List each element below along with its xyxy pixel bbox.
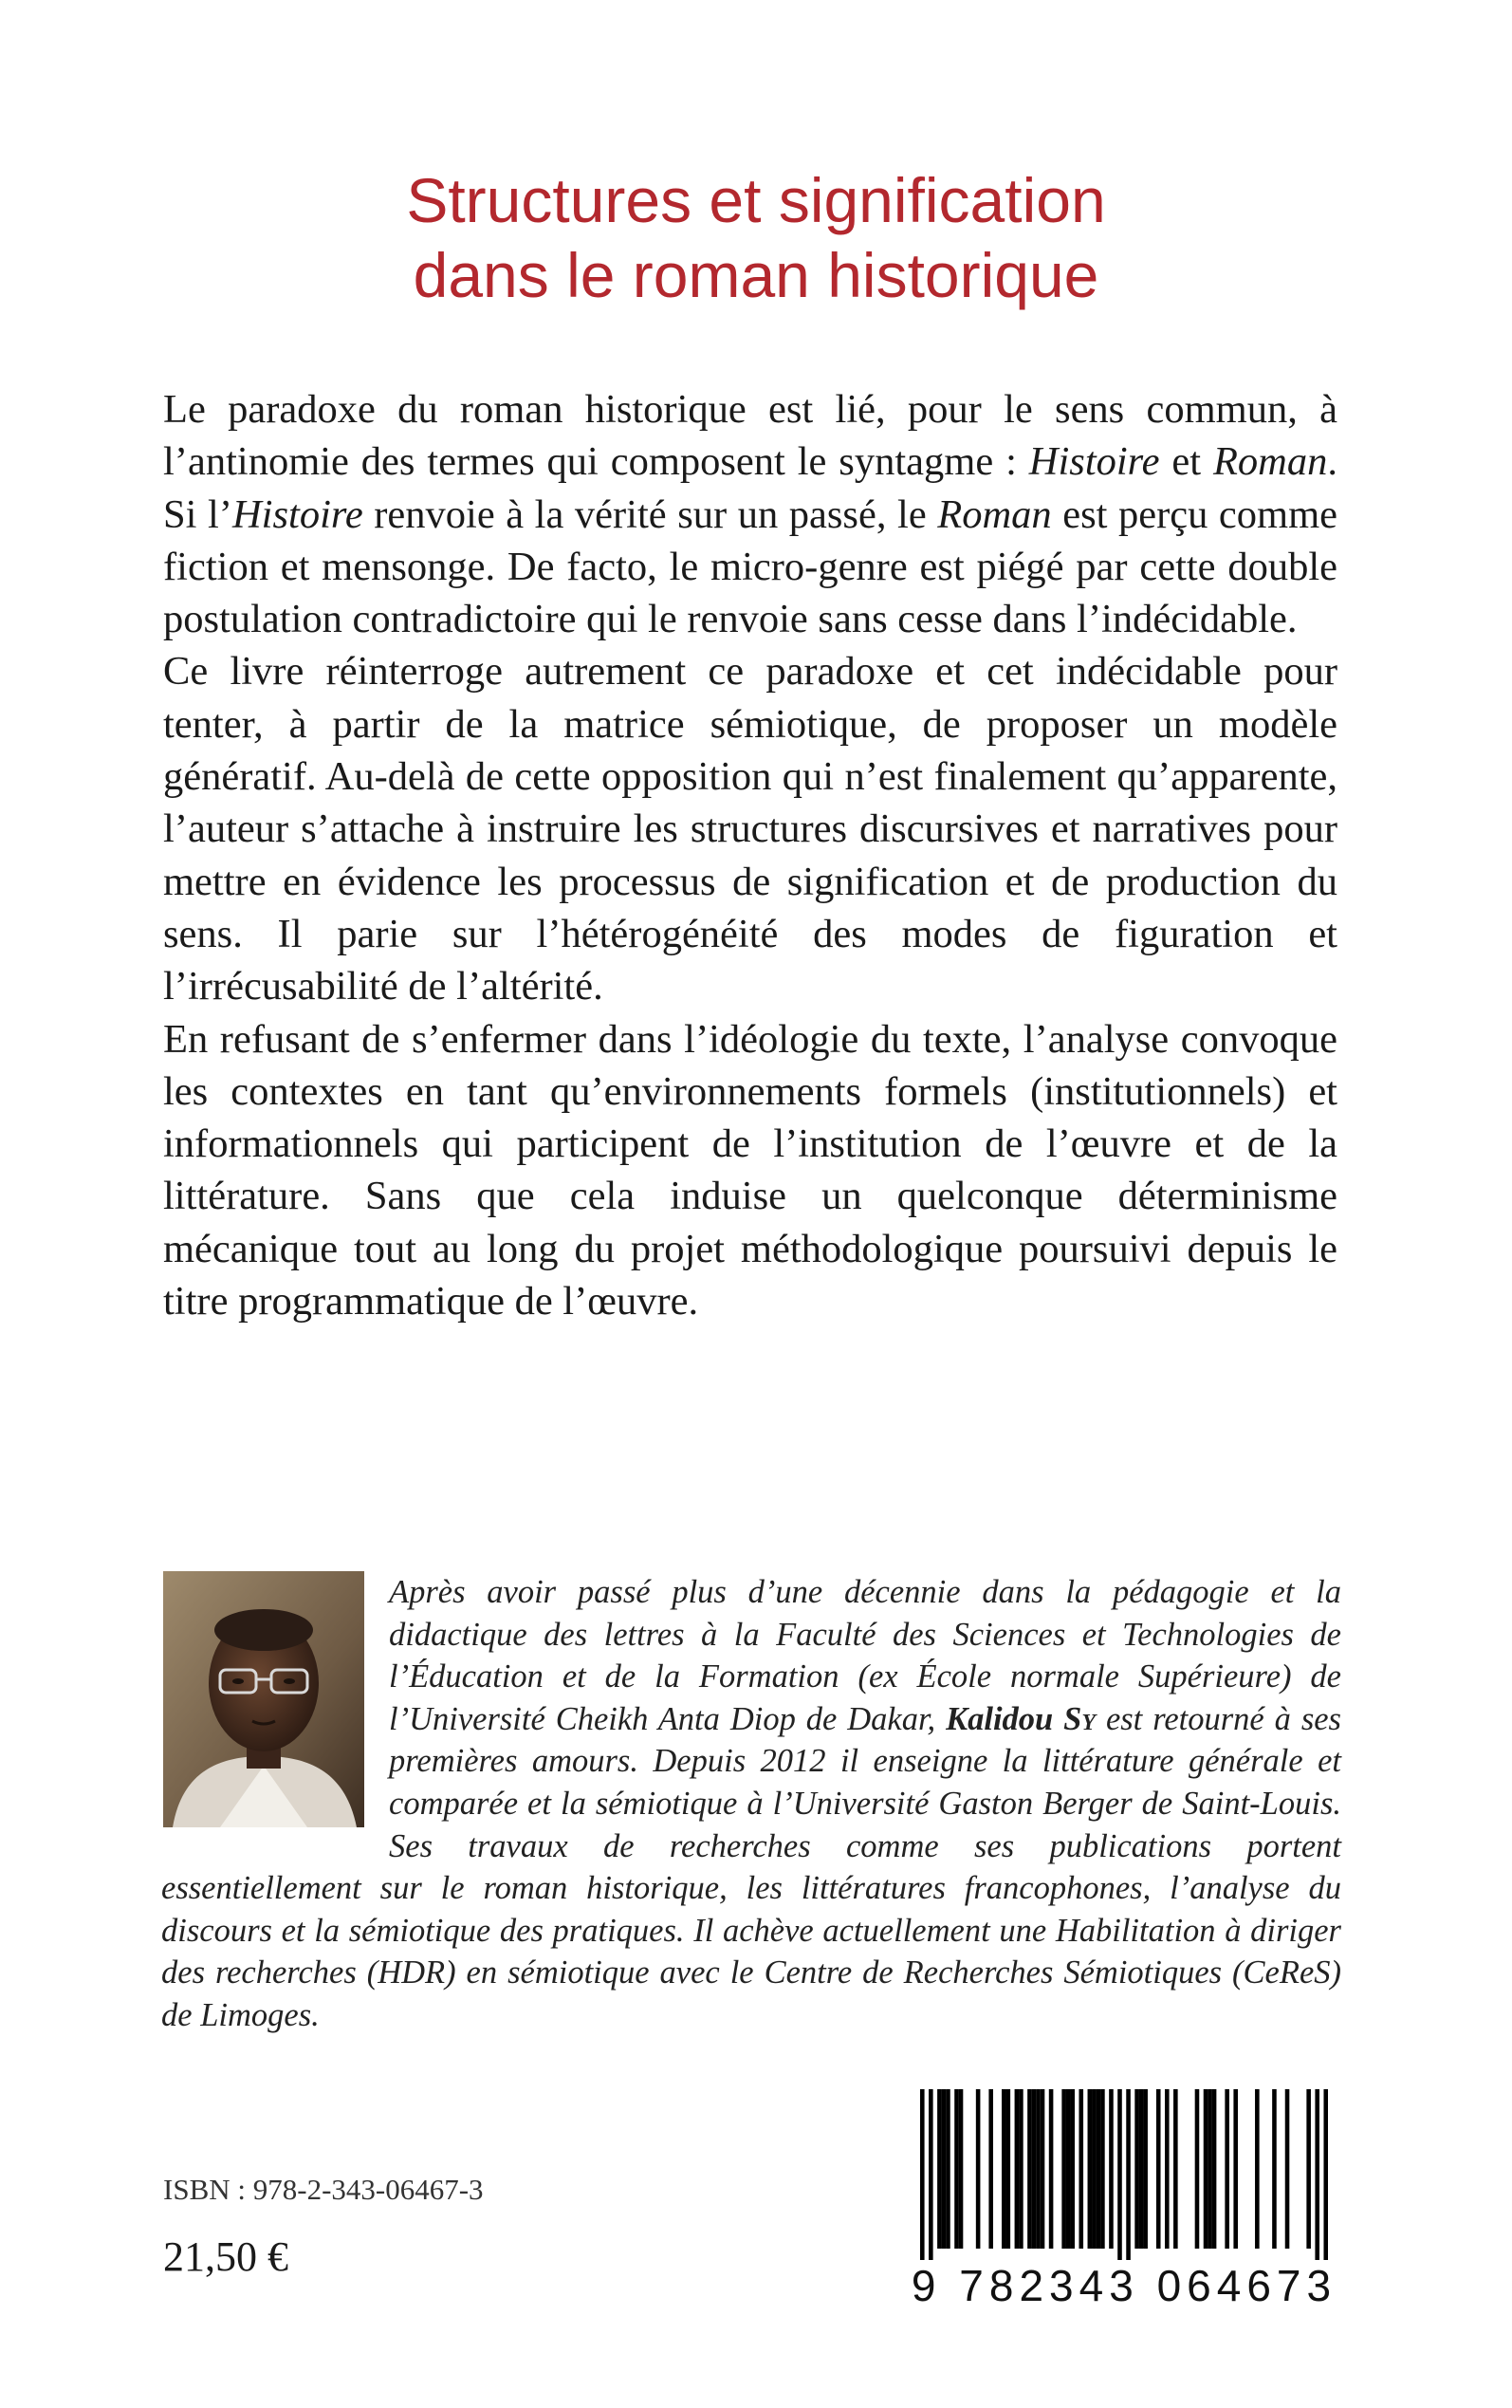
barcode-bar <box>1117 2089 1122 2260</box>
barcode-bar <box>1015 2089 1020 2249</box>
barcode-bar <box>976 2089 981 2249</box>
barcode-bar <box>942 2089 947 2249</box>
barcode-bar <box>1204 2089 1208 2249</box>
barcode-bar <box>1032 2089 1037 2249</box>
barcode-bar <box>1134 2089 1139 2249</box>
barcode-bar <box>1208 2089 1212 2249</box>
summary-italic-term: Roman <box>937 491 1052 537</box>
summary-text: Ce livre réinterroge autrement ce paradoxe et cet indécidable pour tenter, à partir de la matrice sémiotique, de proposer un modèle génératif. Au-delà de cette opposition qui n’est finalement qu’apparente, l’auteur s’attache à instruire les structures discursives et narratives pour mettre en évidence les processus de signification et de production du sens. Il parie sur l’hétérogénéité des modes de figuration et l’irrécusabilité de l’altérité. <box>163 649 1337 1010</box>
barcode-bar <box>1100 2089 1105 2249</box>
barcode-bar <box>1285 2089 1290 2249</box>
summary-paragraph <box>163 383 1337 645</box>
barcode-bar <box>1233 2089 1238 2249</box>
summary-text: En refusant de s’enfermer dans l’idéologie du texte, l’analyse convoque les contextes en tant qu’environnements formels (institutionnels) et informationnels qui participent de l’institution de l’œuvre et de la littérature. Sans que cela induise un quelconque déterminisme mécanique tout au long du projet méthodologique poursuivi depuis le titre programmatique de l’œuvre. <box>163 1016 1337 1324</box>
barcode-bar <box>920 2089 925 2260</box>
barcode-bar <box>1156 2089 1161 2249</box>
barcode-bar <box>1041 2089 1045 2249</box>
barcode-bar <box>1006 2089 1011 2249</box>
summary-text: . Si l’ <box>163 439 1337 537</box>
barcode-bar <box>1027 2089 1032 2249</box>
author-first-name: Kalidou <box>946 1700 1064 1737</box>
summary-text: et <box>1159 439 1213 485</box>
barcode-bar <box>1195 2089 1200 2249</box>
barcode-bar <box>1212 2089 1217 2249</box>
barcode-bar <box>1306 2089 1311 2249</box>
summary-paragraph <box>163 1013 1337 1328</box>
barcode-bar <box>954 2089 959 2249</box>
barcode-bar <box>1061 2089 1066 2249</box>
barcode-digits: 9 782343 064673 <box>911 2261 1337 2310</box>
barcode-bar <box>1255 2089 1260 2249</box>
barcode-bar <box>1315 2089 1319 2260</box>
isbn: ISBN : 978-2-343-06467-3 <box>163 2173 484 2206</box>
barcode-bar <box>1272 2089 1277 2249</box>
barcode-bar <box>1097 2089 1101 2249</box>
book-title-line-1: Structures et signification <box>406 165 1106 235</box>
barcode-bar <box>959 2089 964 2249</box>
barcode-bar <box>946 2089 950 2249</box>
barcode-bar <box>1002 2089 1006 2249</box>
summary-text: est perçu comme fiction et mensonge. De facto, le micro-genre est piégé par cette double postulation contradictoire qui le renvoie sans cesse dans l’indécidable. <box>163 491 1338 642</box>
barcode-bar <box>1143 2089 1148 2249</box>
barcode-bar <box>1088 2089 1093 2249</box>
barcode-bar <box>1070 2089 1075 2249</box>
barcode-bar <box>1049 2089 1054 2249</box>
bio-text-end: est retourné à ses premières amours. Depuis 2012 il enseigne la littérature générale et comparée et la sémiotique à l’Université Gaston Berger de Saint-Louis. Ses travaux de recherches comme ses publications portent essentiellement sur le roman historique, les littératures francophones, l’analyse du discours et la sémiotique des pratiques. Il achève actuellement une Habilitation à diriger des recherches (HDR) en sémiotique avec le Centre de Recherches Sémiotiques (CeReS) de Limoges. <box>161 1700 1341 2033</box>
author-name <box>946 1701 1096 1737</box>
book-title <box>190 163 1322 313</box>
barcode-bars <box>920 2089 1328 2260</box>
barcode-bar <box>1109 2089 1114 2249</box>
barcode-bar <box>1139 2089 1144 2249</box>
summary-italic-term: Histoire <box>1028 439 1160 485</box>
barcode-bar <box>1092 2089 1097 2249</box>
barcode-bar <box>1079 2089 1083 2249</box>
author-last-name: Sy <box>1063 1700 1097 1737</box>
photo-spacer <box>161 1571 389 1827</box>
book-summary <box>163 383 1337 1327</box>
barcode <box>897 2078 1351 2325</box>
barcode-bar <box>937 2089 942 2249</box>
book-title-line-2: dans le roman historique <box>413 240 1099 310</box>
barcode-bar <box>1323 2089 1328 2260</box>
price: 21,50 € <box>163 2233 288 2280</box>
summary-italic-term: Roman <box>1212 439 1328 485</box>
barcode-bar <box>988 2089 993 2249</box>
barcode-bar <box>1225 2089 1229 2249</box>
summary-italic-term: Histoire <box>231 491 363 537</box>
summary-paragraph <box>163 645 1337 1012</box>
author-biography <box>161 1571 1341 2037</box>
summary-text: Le paradoxe du roman historique est lié, pour le sens commun, à l’antinomie des termes qui composent le syntagme : <box>163 387 1337 485</box>
barcode-bar <box>1126 2089 1131 2260</box>
bio-text-start: Après avoir passé plus d’une décennie dans la pédagogie et la didactique des lettres à la Faculté des Sciences et Technologies de l’Éducation et de la Formation (ex École normale Supérieure) de l’Université Cheikh Anta Diop de Dakar, <box>389 1574 1341 1737</box>
barcode-bar <box>929 2089 933 2260</box>
barcode-bar <box>1066 2089 1071 2249</box>
summary-text: renvoie à la vérité sur un passé, le <box>362 491 938 537</box>
barcode-bar <box>1019 2089 1023 2249</box>
barcode-bar <box>1173 2089 1178 2249</box>
barcode-bar <box>1165 2089 1170 2249</box>
barcode-bar <box>1036 2089 1041 2249</box>
